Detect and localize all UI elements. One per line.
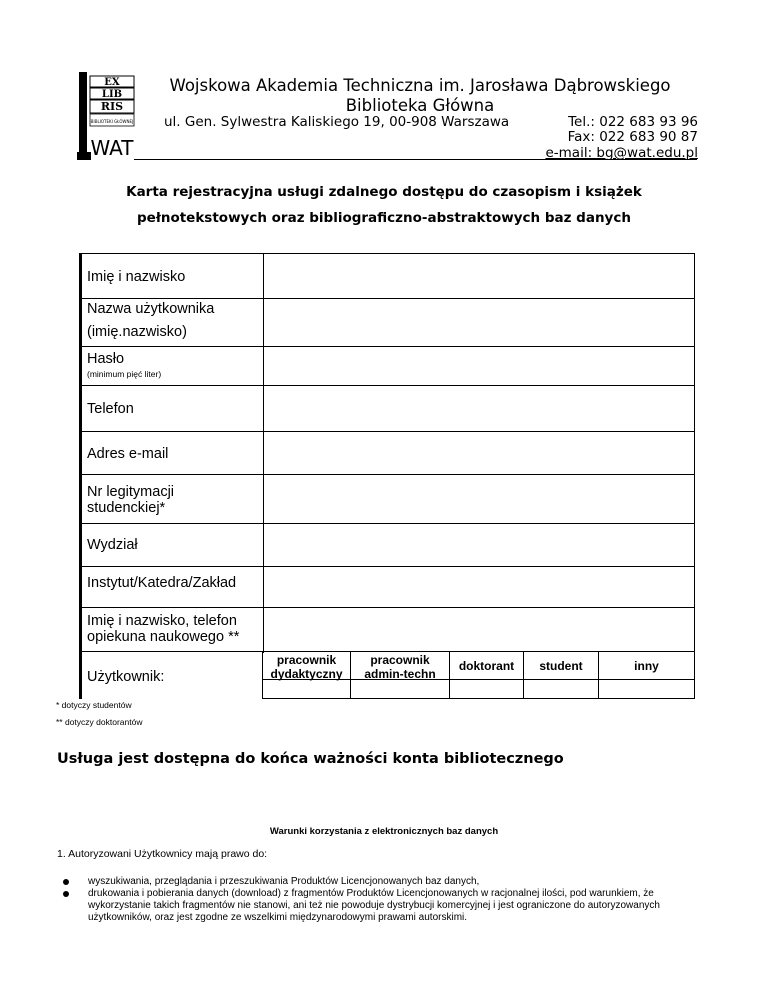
user-option-teaching-staff-label [263,653,350,681]
institute-label: Instytut/Katedra/Zakład [87,575,237,591]
registration-form [79,253,696,699]
user-option-line: pracownik [276,653,337,667]
terms-title: Warunki korzystania z elektronicznych baz danych [269,826,499,837]
username-format-hint: (imię.nazwisko) [87,324,187,340]
list-item [88,876,703,888]
service-availability-note: Usługa jest dostępna do końca ważności konta bibliotecznego [57,751,564,767]
email-field[interactable] [264,432,694,474]
library-fax: Fax: 022 683 90 87 [567,129,698,145]
user-option-doctoral-checkbox[interactable] [450,680,523,698]
bullet-icon [63,891,69,897]
user-option-line: pracownik [370,653,430,667]
list-item-text: wyszukiwania, przeglądania i przeszukiwania Produktów Licencjonowanych baz danych, [88,876,480,887]
faculty-label: Wydział [87,537,138,553]
user-option-admin-staff-label [351,653,449,681]
user-option-doctoral-label: doktorant [458,659,515,673]
list-item [88,888,703,924]
library-address: ul. Gen. Sylwestra Kaliskiego 19, 00-908 Warszawa [164,114,510,130]
user-type-bottom-rule [263,698,695,699]
institution-name: Wojskowa Akademia Techniczna im. Jarosława Dąbrowskiego [169,76,671,95]
user-option-student-label: student [539,659,583,673]
logo-text-ris: RIS [100,100,124,113]
user-option-other-checkbox[interactable] [599,680,694,698]
student-id-label-cont: studenckiej* [87,500,166,516]
full-name-field[interactable] [264,254,694,298]
password-hint: (minimum pięć liter) [87,369,162,379]
bullet-icon [63,879,69,885]
password-field[interactable] [264,347,694,385]
phone-field[interactable] [264,386,694,431]
username-label: Nazwa użytkownika [87,301,215,317]
username-field[interactable] [264,299,694,346]
terms-bullet-list [88,876,703,924]
form-right-border [694,253,695,699]
user-option-student-checkbox[interactable] [524,680,598,698]
library-email-link[interactable]: e-mail: bg@wat.edu.pl [545,145,698,161]
institute-field[interactable] [264,567,694,607]
phone-label: Telefon [87,401,134,417]
email-label: Adres e-mail [87,446,169,462]
terms-point-1: 1. Autoryzowani Użytkownicy mają prawo do: [57,848,268,860]
supervisor-label-cont: opiekuna naukowego ** [87,629,240,645]
logo-text-wat: WAT [90,136,134,160]
students-footnote: * dotyczy studentów [56,700,132,710]
user-option-line: admin-techn [364,667,436,681]
user-option-line: dydaktyczny [270,667,343,681]
doctoral-footnote: ** dotyczy doktorantów [56,717,143,727]
user-option-teaching-staff-checkbox[interactable] [263,680,350,698]
user-option-admin-staff-checkbox[interactable] [351,680,449,698]
supervisor-field[interactable] [264,608,694,651]
logo-text-biblioteki: BIBLIOTEKI GŁÓWNEJ [90,119,134,124]
supervisor-label: Imię i nazwisko, telefon [87,613,237,629]
student-id-label: Nr legitymacji [87,484,175,500]
user-option-other-label: inny [634,659,659,673]
row-divider [82,651,695,652]
form-title-line-1: Karta rejestracyjna usługi zdalnego dostępu do czasopism i książek [126,184,642,200]
library-phone: Tel.: 022 683 93 96 [568,114,698,130]
library-logo [77,70,137,162]
library-name: Biblioteka Główna [345,96,495,115]
password-label: Hasło [87,351,125,367]
user-type-label: Użytkownik: [87,669,165,685]
form-title-line-2: pełnotekstowych oraz bibliograficzno-abstraktowych baz danych [137,210,631,226]
full-name-label: Imię i nazwisko [87,269,186,285]
logo-text-lib: LIB [101,89,123,100]
list-item-text: drukowania i pobierania danych (download) z fragmentów Produktów Licencjonowanych w racjonalnej ilości, pod warunkiem, że wykorzystanie takich fragmentów nie stanowi, ani też nie powoduje dystrybucji komercyjnej i jest ograniczone do autoryzowanych użytkowników, oraz jest zgodne ze wszelkimi międzynarodowymi prawami autorskimi. [88,888,660,923]
student-id-field[interactable] [264,475,694,523]
faculty-field[interactable] [264,524,694,566]
logo-text-ex: EX [104,77,120,88]
